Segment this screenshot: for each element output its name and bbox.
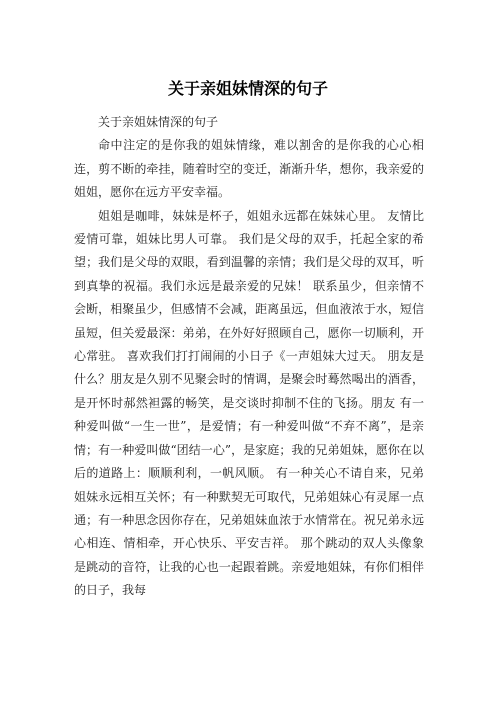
paragraph-main: 姐姐是咖啡，妹妹是杯子，姐姐永远都在妹妹心里。 友情比爱情可靠，姐妹比男人可靠。 我们是父母的双手，托起全家的希望；我们是父母的双眼，看到温馨的亲情；我们是父母的双耳，听到真挚的祝福。我们永远是最亲爱的兄妹！ 联系虽少，但亲情不会断，相聚虽少，但感情不会减，距离虽远，但血液浓于水，短信虽短，但关爱最深：弟弟，在外好好照顾自己，愿你一切顺利，开心常驻。 喜欢我们打打闹闹的小日子《一声姐妹大过天。 朋友是什么？朋友是久别不见聚会时的情调，是聚会时蓦然喝出的酒香，是开怀时郝然袒露的畅笑，是交谈时抑制不住的飞扬。朋友 有一种爱叫做“一生一世”，是爱情；有一种爱叫做“不弃不离”，是亲情；有一种爱叫做“团结一心”，是家庭；我的兄弟姐妹，愿你在以后的道路上：顺顺利利，一帆风顺。 有一种关心不请自来，兄弟姐妹永远相互关怀；有一种默契无可取代，兄弟姐妹心有灵犀一点通；有一种思念因你存在，兄弟姐妹血浓于水情常在。祝兄弟永远心相连、情相牵，开心快乐、平安吉祥。 那个跳动的双人头像象是跳动的音符，让我的心也一起跟着跳。亲爱地姐妹，有你们相伴的日子，我每 [74, 208, 424, 598]
paragraph-intro: 命中注定的是你我的姐妹情缘，难以割舍的是你我的心心相连，剪不断的牵挂，随着时空的变迁，渐渐升华，想你，我亲爱的姐姐，愿你在远方平安幸福。 [74, 138, 424, 200]
paragraph-subtitle: 关于亲姐妹情深的句子 [98, 115, 219, 129]
document-body [74, 111, 424, 603]
page-title: 关于亲姐妹情深的句子 [167, 79, 328, 98]
